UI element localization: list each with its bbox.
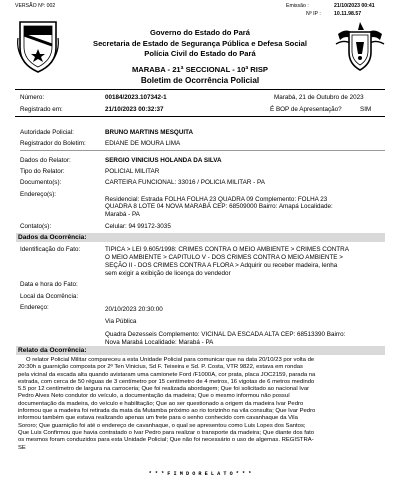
tipo-relator-label: Tipo do Relator: (20, 168, 65, 175)
document-title: Boletim de Ocorrência Policial (140, 75, 260, 85)
relator-name: SERGIO VINICIUS HOLANDA DA SILVA (105, 156, 222, 164)
relato-line: documentação da madeira, do veículo e habilitação; Que ao ser questionado a origem da madeira Ivar Pedro (18, 400, 304, 407)
bop-apresentacao-label: É BOP de Apresentação? (270, 105, 342, 113)
relato-line: O relator Policial Militar compareceu a esta Unidade Policial para comunicar que na data 20/10/23 por volta de (26, 357, 315, 363)
registrado-value: 21/10/2023 00:32:37 (105, 105, 164, 113)
data-hora-value: 20/10/2023 20:30:00 (105, 306, 163, 313)
numero-value: 00184/2023.107342-1 (105, 94, 167, 101)
relato-line: pela vicinal da escada alta quando avistaram uma camionete Ford /F1000A, cor prata, placa JOC2159, parada na (18, 371, 316, 378)
autoridade-label: Autoridade Policial: (20, 128, 74, 136)
documentos-label: Documento(s): (20, 178, 62, 186)
date-written: Marabá, 21 de Outubro de 2023 (274, 94, 364, 101)
divider (15, 89, 385, 90)
relato-line: informou que a madeira foi retirada da mata da Mutamba próximo ao rio torizinho na vila consulta; Que Ivar Pedro (18, 408, 316, 415)
identificacao-line: sem exigir a exibição de licença do vendedor (105, 270, 231, 277)
numero-label: Número: (20, 94, 45, 101)
identificacao-line: TIPICA > LEI 9.605/1998: CRIMES CONTRA O MEIO AMBIENTE > CRIMES CONTRA (105, 246, 349, 253)
header-seccional: MARABA - 21ª SECCIONAL - 10ª RISP (131, 65, 268, 74)
relato-line: Que Luis Confirmou que havia contratado o Ivar Pedro para realizar o transporte da madeira; Que diante dos fato (18, 429, 315, 436)
autoridade-value: BRUNO MARTINS MESQUITA (105, 128, 194, 136)
registrador-value: EDIANE DE MOURA LIMA (105, 140, 181, 147)
relato-line: informou também que estava realizando apenas um frete para o senho conhecido com cavanhaque da Vila (18, 415, 298, 422)
relato-line: os mesmos foram conduzidos para esta Unidade Policial; Que não foi necessário o uso de algemas. REGISTRA- (18, 437, 314, 444)
section-title-relato: Relato da Ocorrência: (18, 347, 87, 354)
registrador-label: Registrador do Boletim: (20, 140, 86, 147)
divider (20, 150, 385, 151)
identificacao-line: SEÇÃO II - DOS CRIMES CONTRA A FLORA > Adquirir ou receber madeira, lenha (105, 262, 338, 269)
end-of-report-marker: * * * F I M D O R E L A T O * * * (148, 471, 252, 477)
relator-label: Dados do Relator: (20, 156, 71, 164)
endereco-relator-label: Endereço(s): (20, 191, 57, 198)
identificacao-line: O MEIO AMBIENTE > CAPITULO V - DOS CRIMES CONTRA O MEIO AMBIENTE > (105, 254, 343, 261)
endereco-relator-line: QUADRA 8 LOTE 04 NOVA MARABÁ CEP: 68509000 Bairro: Amapá Localidade: (105, 203, 333, 210)
ip-label: Nº IP : (306, 11, 321, 17)
ip-value: 10.11.98.57 (334, 11, 362, 17)
header-secretariat: Secretaria de Estado de Segurança Pública e Defesa Social (93, 38, 307, 48)
endereco-fato-label: Endereço: (20, 304, 49, 311)
relato-line: 20:30h a guarnição composta por 2º Ten Vinicius, Sd F. Teixeira e Sd. P. Costa, VTR 9822, estava em rondas (18, 364, 303, 371)
contato-value: Celular: 94 99172-3035 (105, 223, 171, 230)
data-hora-label: Data e hora do Fato: (20, 281, 78, 288)
relato-line: estrada, com cerca de 50 réguas de 3 centímetro por 15 centímetro de 4 metros, 16 vigotas de 6 metros medindo (18, 378, 315, 385)
emission-value: 21/10/2023 00:41 (334, 3, 375, 9)
relato-text (18, 357, 384, 452)
version-number: VERSÃO Nº: 002 (15, 3, 56, 9)
header-police-civil: Polícia Civil do Estado do Pará (144, 49, 256, 58)
section-title-ocorrencia: Dados da Ocorrência: (18, 234, 87, 241)
identificacao-label: Identificação do Fato: (20, 246, 81, 253)
documentos-value: CARTEIRA FUNCIONAL: 33016 / POLICIA MILITAR - PA (105, 178, 265, 186)
registrado-label: Registrado em: (20, 105, 63, 113)
relato-line: SE (18, 444, 26, 451)
local-value: Via Pública (105, 318, 137, 325)
relato-line: Sororo; Que guarnição foi até o endereço de cavanhaque, o qual se apresentou como Luis Lopes dos Santos; (18, 422, 306, 429)
local-label: Local da Ocorrência: (20, 292, 79, 300)
relato-line: Pedro Alves Neto condutor do veículo, a documentação da madeira; Que o mesmo informou não possuí (18, 393, 290, 400)
header-government: Governo do Estado do Pará (149, 28, 250, 37)
contato-label: Contato(s): (20, 223, 52, 230)
tipo-relator-value: POLICIAL MILITAR (105, 168, 160, 175)
divider (15, 116, 385, 117)
bop-apresentacao-value: SIM (360, 105, 372, 113)
emission-label: Emissão : (286, 3, 309, 9)
relato-line: 5.5 por 12 centímetro de largura na carroceria; Que foi realizada abordagem; Que foi solicitado ao nacional Ivar (18, 386, 310, 393)
endereco-fato-line: Quadra Dezesseis Complemento: VICINAL DA ESCADA ALTA CEP: 68513390 Bairro: (105, 330, 346, 338)
endereco-relator-line: Marabá - PA (105, 210, 140, 218)
endereco-fato-line: Nova Marabá Localidade: Marabá - PA (105, 338, 214, 346)
endereco-relator-line: Residencial: Estrada FOLHA FOLHA 23 QUADRA 09 Complemento: FOLHA 23 (105, 195, 328, 203)
